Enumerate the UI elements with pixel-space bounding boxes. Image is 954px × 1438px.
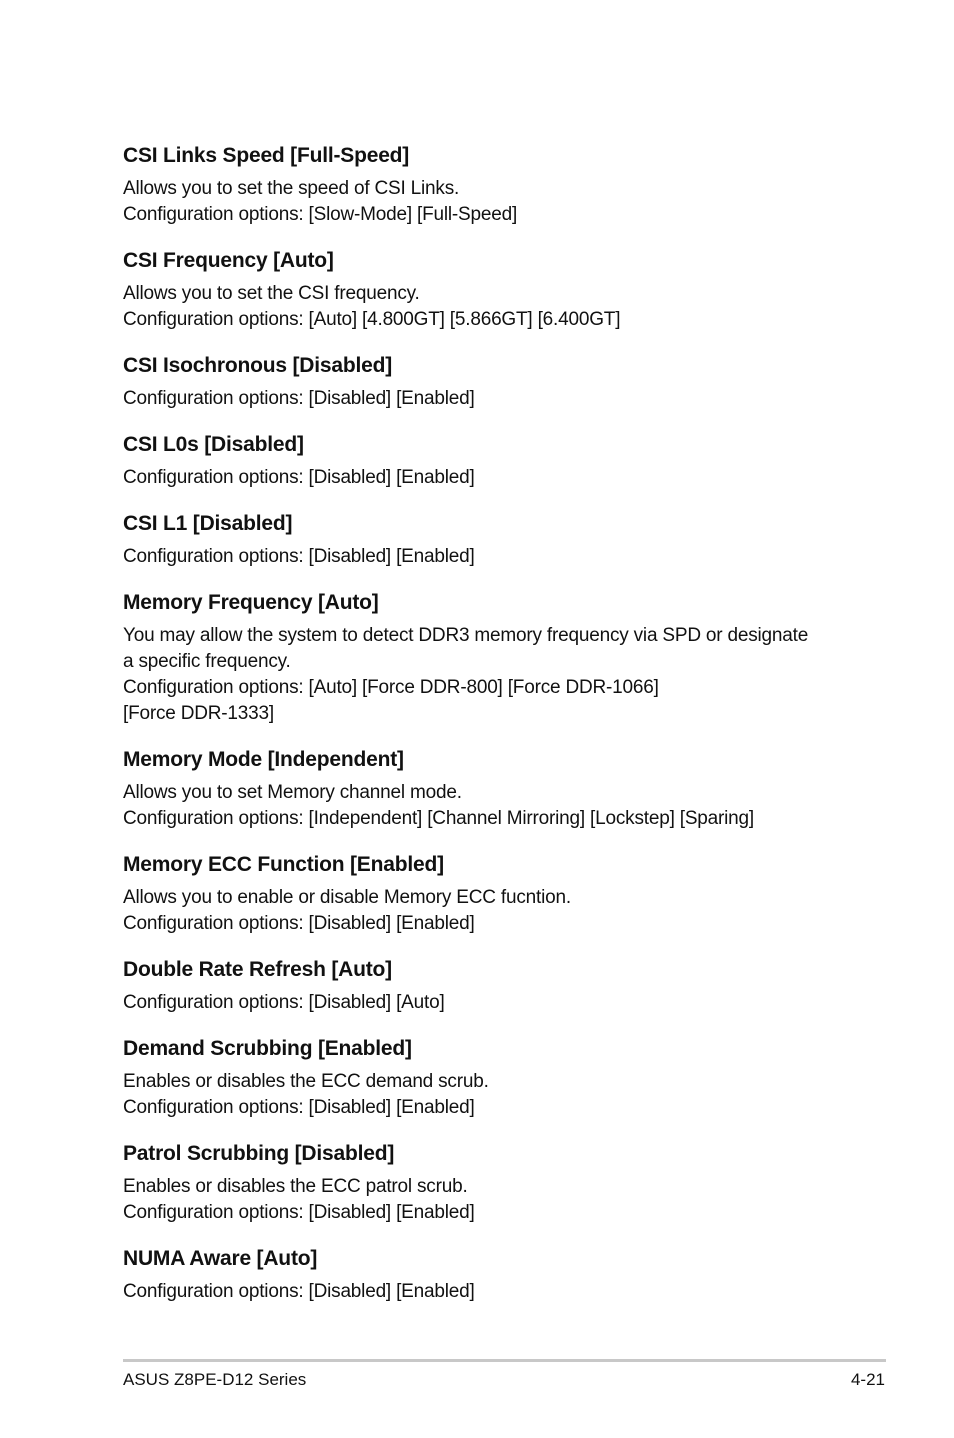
config-options-line: Configuration options: [Disabled] [Enabled] bbox=[123, 1202, 475, 1223]
config-options-line: Configuration options: [Independent] [Channel Mirroring] [Lockstep] [Sparing] bbox=[123, 808, 754, 829]
section-memory-mode bbox=[123, 745, 863, 832]
section-demand-scrubbing bbox=[123, 1034, 863, 1121]
description-line: Enables or disables the ECC demand scrub. bbox=[123, 1071, 489, 1092]
config-options-line: Configuration options: [Auto] [Force DDR-800] [Force DDR-1066] bbox=[123, 677, 659, 698]
description-line: Enables or disables the ECC patrol scrub. bbox=[123, 1176, 468, 1197]
description-line: a specific frequency. bbox=[123, 651, 291, 672]
section-heading: NUMA Aware [Auto] bbox=[123, 1247, 318, 1270]
section-csi-isochronous bbox=[123, 351, 863, 412]
section-heading: Memory Mode [Independent] bbox=[123, 748, 404, 771]
section-memory-frequency bbox=[123, 588, 863, 727]
config-options-line: Configuration options: [Disabled] [Enabled] bbox=[123, 1281, 475, 1302]
section-heading: Double Rate Refresh [Auto] bbox=[123, 958, 392, 981]
section-heading: Memory ECC Function [Enabled] bbox=[123, 853, 444, 876]
section-heading: Patrol Scrubbing [Disabled] bbox=[123, 1142, 395, 1165]
section-heading: CSI Isochronous [Disabled] bbox=[123, 354, 392, 377]
config-options-line: Configuration options: [Disabled] [Enabled] bbox=[123, 546, 475, 567]
description-line: Allows you to set the speed of CSI Links. bbox=[123, 178, 460, 199]
section-csi-links-speed bbox=[123, 141, 863, 228]
description-line: Allows you to enable or disable Memory ECC fucntion. bbox=[123, 887, 571, 908]
section-patrol-scrubbing bbox=[123, 1139, 863, 1226]
footer-divider bbox=[123, 1359, 886, 1362]
footer-product-name: ASUS Z8PE-D12 Series bbox=[123, 1370, 307, 1389]
description-line: Allows you to set the CSI frequency. bbox=[123, 283, 420, 304]
description-line: You may allow the system to detect DDR3 memory frequency via SPD or designate bbox=[123, 625, 809, 646]
config-options-line: Configuration options: [Slow-Mode] [Full-Speed] bbox=[123, 204, 518, 225]
config-options-line: Configuration options: [Disabled] [Enabled] bbox=[123, 1097, 475, 1118]
section-heading: Memory Frequency [Auto] bbox=[123, 591, 379, 614]
config-options-line: Configuration options: [Disabled] [Enabled] bbox=[123, 388, 475, 409]
manual-content bbox=[123, 141, 863, 1323]
config-options-line: Configuration options: [Disabled] [Enabled] bbox=[123, 467, 475, 488]
config-options-line: Configuration options: [Auto] [4.800GT] [5.866GT] [6.400GT] bbox=[123, 309, 621, 330]
section-csi-l0s bbox=[123, 430, 863, 491]
section-numa-aware bbox=[123, 1244, 863, 1305]
section-heading: CSI Frequency [Auto] bbox=[123, 249, 334, 272]
section-heading: Demand Scrubbing [Enabled] bbox=[123, 1037, 412, 1060]
config-options-line: Configuration options: [Disabled] [Enabled] bbox=[123, 913, 475, 934]
section-csi-l1 bbox=[123, 509, 863, 570]
description-line: Allows you to set Memory channel mode. bbox=[123, 782, 462, 803]
footer-page-number: 4-21 bbox=[850, 1370, 885, 1389]
section-heading: CSI L0s [Disabled] bbox=[123, 433, 304, 456]
config-options-line: [Force DDR-1333] bbox=[123, 703, 274, 724]
config-options-line: Configuration options: [Disabled] [Auto] bbox=[123, 992, 445, 1013]
section-memory-ecc-function bbox=[123, 850, 863, 937]
section-heading: CSI Links Speed [Full-Speed] bbox=[123, 144, 410, 167]
section-double-rate-refresh bbox=[123, 955, 863, 1016]
section-csi-frequency bbox=[123, 246, 863, 333]
section-heading: CSI L1 [Disabled] bbox=[123, 512, 293, 535]
